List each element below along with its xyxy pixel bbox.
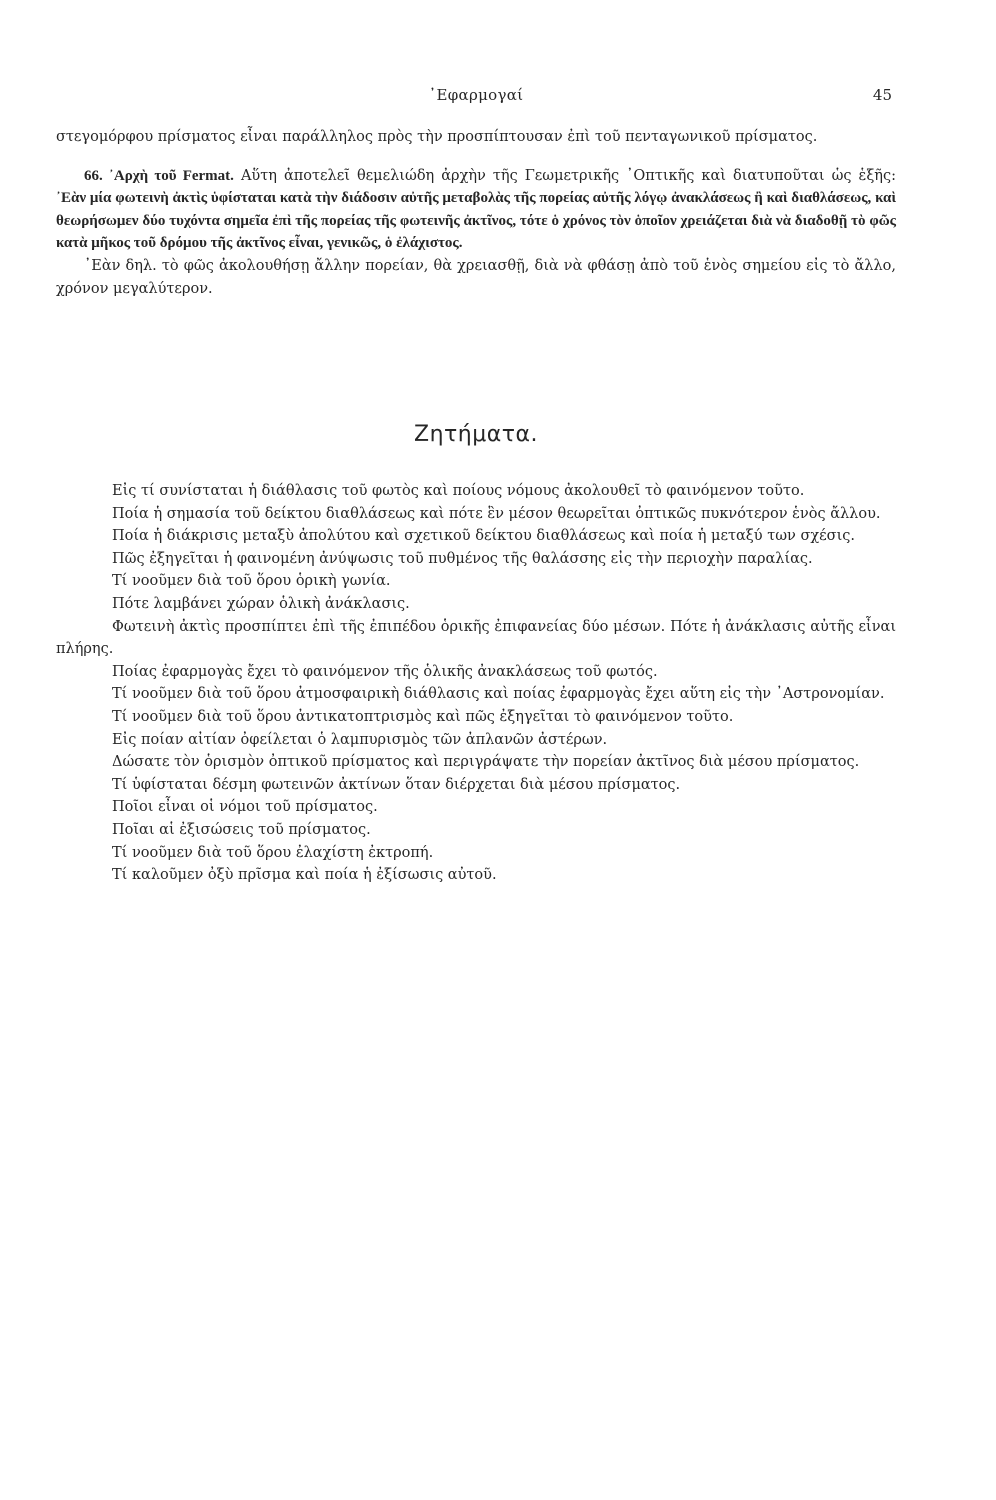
continuation-paragraph: στεγομόρφου πρίσματος εἶναι παράλληλος πρὸς τὴν προσπίπτουσαν ἐπὶ τοῦ πενταγωνικοῦ πρίσματος. <box>56 129 818 145</box>
question-item: Ποία ἡ σημασία τοῦ δείκτου διαθλάσεως καὶ πότε ἓν μέσον θεωρεῖται ὀπτικῶς πυκνότερον ἑνὸς ἄλλου. <box>112 505 881 522</box>
question-item: Φωτεινὴ ἀκτὶς προσπίπτει ἐπὶ τῆς ἐπιπέδου ὁρικῆς ἐπιφανείας δύο μέσων. Πότε ἡ ἀνάκλασις αὐτῆς εἶναι πλήρης. <box>56 618 896 658</box>
section-heading: 66. ᾿Αρχὴ τοῦ Fermat. <box>84 167 234 184</box>
fermat-paragraph <box>56 165 896 255</box>
followup-paragraph: ᾿Εὰν δηλ. τὸ φῶς ἀκολουθήσῃ ἄλλην πορείαν, θὰ χρειασθῇ, διὰ νὰ φθάσῃ ἀπὸ τοῦ ἑνὸς σημείου εἰς τὸ ἄλλο, χρόνον μεγαλύτερον. <box>56 257 896 297</box>
running-head <box>56 86 896 110</box>
question-item: Δώσατε τὸν ὁρισμὸν ὀπτικοῦ πρίσματος καὶ περιγράψατε τὴν πορείαν ἀκτῖνος διὰ μέσου πρίσματος. <box>112 754 860 771</box>
question-item: Τί νοοῦμεν διὰ τοῦ ὅρου ἀντικατοπτρισμὸς καὶ πῶς ἐξηγεῖται τὸ φαινόμενον τοῦτο. <box>112 708 734 725</box>
question-item: Τί νοοῦμεν διὰ τοῦ ὅρου ὁρικὴ γωνία. <box>112 573 391 590</box>
question-item: Τί νοοῦμεν διὰ τοῦ ὅρου ἐλαχίστη ἐκτροπή. <box>112 844 434 861</box>
question-item: Πότε λαμβάνει χώραν ὁλικὴ ἀνάκλασις. <box>112 595 410 612</box>
question-item: Τί ὑφίσταται δέσμη φωτεινῶν ἀκτίνων ὅταν διέρχεται διὰ μέσου πρίσματος. <box>112 776 681 793</box>
fermat-principle: ᾿Εὰν μία φωτεινὴ ἀκτὶς ὑφίσταται κατὰ τὴν διάδοσιν αὐτῆς μεταβολὰς τῆς πορείας αὐτῆς λόγῳ ἀνακλάσεως ἢ καὶ διαθλάσεως, καὶ θεωρήσωμεν δύο τυχόντα σημεῖα ἐπὶ τῆς πορείας τῆς φωτεινῆς ἀκτῖνος, τότε ὁ χρόνος τὸν ὁποῖον χρειάζεται διὰ νὰ διαδοθῇ τὸ φῶς κατὰ μῆκος τοῦ δρόμου τῆς ἀκτῖνος εἶναι, γενικῶς, ὁ ἐλάχιστος. <box>56 190 896 252</box>
question-item: Εἰς ποίαν αἰτίαν ὀφείλεται ὁ λαμπυρισμὸς τῶν ἀπλανῶν ἀστέρων. <box>112 731 608 748</box>
page-number: 45 <box>872 86 892 104</box>
question-item: Τί καλοῦμεν ὀξὺ πρῖσμα καὶ ποία ἡ ἐξίσωσις αὐτοῦ. <box>112 867 497 884</box>
questions-title: Ζητήματα. <box>414 422 538 447</box>
section-intro: Αὕτη ἀποτελεῖ θεμελιώδη ἀρχὴν τῆς Γεωμετρικῆς ᾿Οπτικῆς καὶ διατυποῦται ὡς ἑξῆς: <box>240 167 896 184</box>
running-title: ᾿Εφαρμογαί <box>428 86 524 104</box>
question-item: Τί νοοῦμεν διὰ τοῦ ὅρου ἀτμοσφαιρικὴ διάθλασις καὶ ποίας ἐφαρμογὰς ἔχει αὕτη εἰς τὴν ᾿Αστρονομίαν. <box>112 686 885 703</box>
questions-list <box>56 480 896 887</box>
question-item: Ποῖοι εἶναι οἱ νόμοι τοῦ πρίσματος. <box>112 799 378 816</box>
question-item: Ποία ἡ διάκρισις μεταξὺ ἀπολύτου καὶ σχετικοῦ δείκτου διαθλάσεως καὶ ποία ἡ μεταξύ των σχέσις. <box>112 528 855 545</box>
question-item: Ποῖαι αἱ ἐξισώσεις τοῦ πρίσματος. <box>112 821 371 838</box>
question-item: Πῶς ἐξηγεῖται ἡ φαινομένη ἀνύψωσις τοῦ πυθμένος τῆς θαλάσσης εἰς τὴν περιοχὴν παραλίας. <box>112 550 813 567</box>
body-text <box>56 126 896 300</box>
question-item: Ποίας ἐφαρμογὰς ἔχει τὸ φαινόμενον τῆς ὁλικῆς ἀνακλάσεως τοῦ φωτός. <box>112 663 658 680</box>
question-item: Εἰς τί συνίσταται ἡ διάθλασις τοῦ φωτὸς καὶ ποίους νόμους ἀκολουθεῖ τὸ φαινόμενον τοῦτο. <box>112 483 805 499</box>
book-page <box>56 0 896 1500</box>
